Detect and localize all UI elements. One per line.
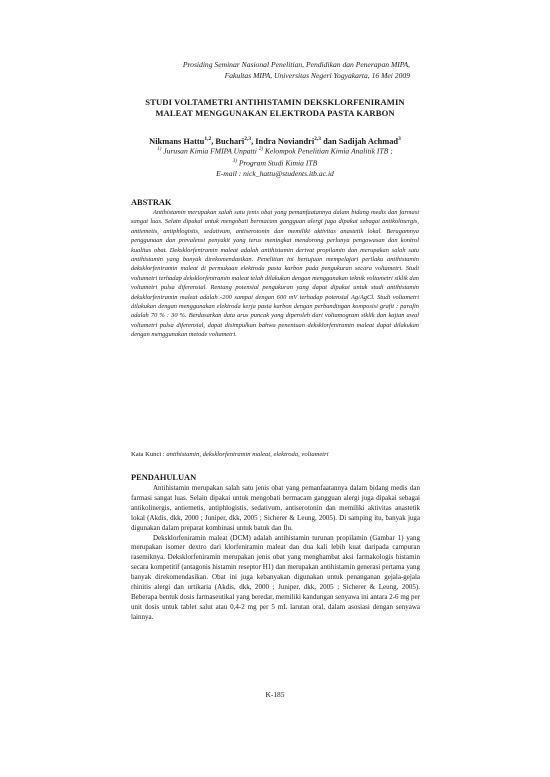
paper-title [120,97,430,119]
title-line-1: STUDI VOLTAMETRI ANTIHISTAMIN DEKSKLORFENIRAMIN [145,97,405,107]
affiliation-text: Jurusan Kimia FMIPA Unpatti [161,146,259,156]
author-separator: dan [321,136,339,146]
author-affiliation-mark: 2,3 [314,136,322,142]
introduction-paragraph-1: Antihistamin merupakan salah satu jenis obat yang pemanfaatannya dalam bidang medis dan farmasi sangat luas. Selain dipakai untuk mengobati bermacam gangguan alergi juga dipakai sebagai antikolinergis, antiemetis, antiphlogistis, sedativum, antiserotonin dan memiliki aktivitas anastetik lokal (Akdis, dkk, 2000 ; Juniper, dkk, 2005 ; Sicherer & Leung, 2005). Di samping itu, banyak juga digunakan dalam preparat kombinasi untuk batuk dan flu. [131,484,420,532]
header-line-2: Fakultas MIPA, Universitas Negeri Yogyakarta, 16 Mei 2009 [224,70,410,80]
author-affiliation-mark: 2,3 [244,136,252,142]
introduction-body [131,484,420,623]
proceedings-header [183,60,410,81]
author-email: E-mail : nick_hattu@students.itb.ac.id [216,169,334,179]
author-affiliation-mark: 3 [398,136,401,142]
affiliation-text: Program Studi Kimia ITB [236,158,318,168]
affiliation-mark: 1) [157,147,162,152]
introduction-heading: PENDAHULUAN [131,473,197,482]
keywords-text: antihistamin, deksklorfeniramin maleat, elektroda, voltametri [166,451,329,458]
abstract-paragraph: Antihistamin merupakan salah satu jenis obat yang pemanfaatannya dalam bidang medis dan farmasi sangat luas. Selain dipakai untuk mengobati bermacam gangguan alergi juga dipakai sebagai antikolinergis, antiemetis, antiphlogistis, sedativum, antiserotonin dan memiliki aktivitas anastetik lokal. Beragamnya penggunaan dan prevalensi penyakit yang terus meningkat mendorong perlunya pengawasan dan kontrol kualitas obat. Deksklorfeniramin maleat adalah antihistamin derivat propilamin dan merupakan salah satu antihistamin yang banyak direkomendasikan. Penelitian ini bertujuan mempelajari perilaku antihistamin deksklorfeniramin maleat di permukaan elektroda pasta karbon pada pengukuran secara voltametri. Studi voltametri terhadap deksklorfeniramin maleat telah dilakukan dengan menggunakan teknik voltametri siklik dan voltametri pulsa diferensial. Rentang potensial pengukuran yang dapat dipakai untuk studi antihistamin deksklorfeniramin maleat adalah -200 sampai dengan 600 mV terhadap potensial Ag/AgCl. Studi voltametri dilakukan dengan menggunakan elektroda kerja pasta karbon dengan perbandingan komposisi grafit : parafin adalah 70 % : 30 %. Berdasarkan data arus puncak yang diperoleh dari voltamogram siklik dan kajian awal voltametri pulsa diferensial, dapat disimpulkan bahwa penentuan deksklorfeniramin maleat dapat dilakukan dengan menggunakan metode voltametri. [131,209,419,339]
header-line-1: Prosiding Seminar Nasional Penelitian, Pendidikan dan Penerapan MIPA, [182,60,410,69]
title-line-2: MALEAT MENGGUNAKAN ELEKTRODA PASTA KARBON [155,108,395,118]
affiliation-text: Kelompok Penelitian Kimia Analitik ITB ; [262,146,393,156]
keywords-label: Kata Kunci : [131,451,167,458]
affiliations [120,145,430,180]
abstract-heading: ABSTRAK [131,198,172,207]
affiliation-line-1 [120,145,430,157]
author-name: Indra Noviandri [255,136,315,146]
author-separator: , [211,136,216,146]
page-number: K-185 [265,690,285,699]
affiliation-line-2 [120,157,430,169]
introduction-paragraph-2: Deksklorfeniramin maleat (DCM) adalah antihistamin turunan propilamin (Gambar 1) yang merupakan isomer dextro dari klorfeniramin maleat dan dua kali lebih kuat daripada campuran rasemiknya. Deksklorfeniramin merupakan jenis obat yang menghambat aksi farmakologis histamin secara kompetitif (antagonis histamin reseptor H1) dan merupakan antihistamin generasi pertama yang banyak direkomendasikan. Obat ini juga kebanyakan digunakan untuk penanganan gejala-gejala rhinitis alergi dan urtikaria (Akdis, dkk, 2000 ; Juniper, dkk, 2005 ; Sicherer & Leung, 2005). Beberapa bentuk dosis farmaseutikal yang beredar, memiliki kandungan senyawa ini antara 2-6 mg per unit dosis untuk tablet salut atau 0,4-2 mg per 5 mL larutan oral, dalam asosiasi dengan senyawa lainnya. [131,533,420,621]
author-separator: , [251,136,256,146]
author-affiliation-mark: 1,2 [204,136,212,142]
author-name: Buchari [215,136,245,146]
keywords [131,450,421,459]
abstract-body [131,208,419,340]
author-name: Sadijah Achmad [338,136,399,146]
affiliation-mark: 3) [232,159,237,165]
author-name: Nikmans Hattu [149,136,205,146]
affiliation-mark: 2) [258,147,263,152]
